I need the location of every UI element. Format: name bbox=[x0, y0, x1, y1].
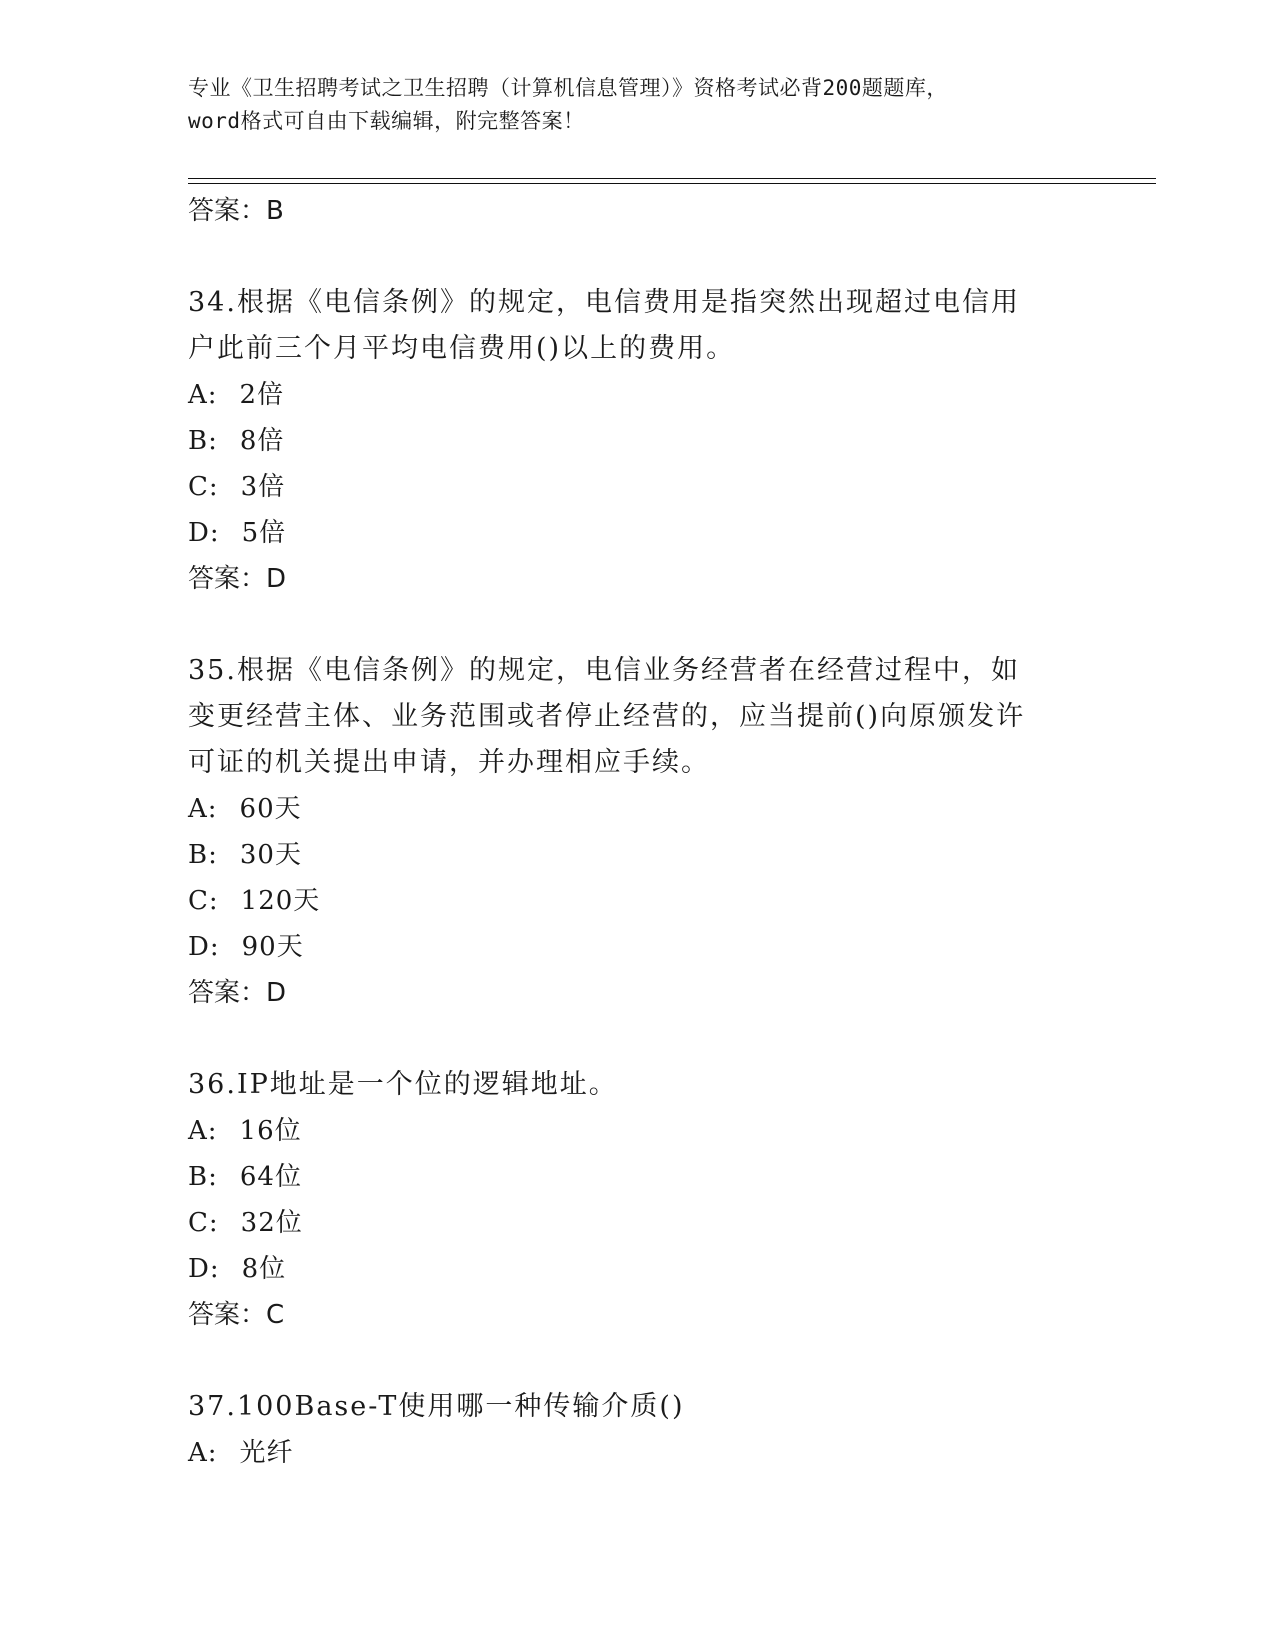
option-letter: C: bbox=[188, 886, 219, 916]
option-text: 60天 bbox=[239, 794, 302, 824]
question-text: 34.根据《电信条例》的规定，电信费用是指突然出现超过电信用户此前三个月平均电信费用()以上的费用。 bbox=[188, 287, 1020, 364]
option-a bbox=[188, 372, 1088, 418]
question-34 bbox=[188, 280, 1088, 602]
header-line-1: 专业《卫生招聘考试之卫生招聘（计算机信息管理）》资格考试必背200题题库， bbox=[188, 76, 948, 100]
option-a bbox=[188, 1108, 1088, 1154]
option-letter: A: bbox=[188, 794, 218, 824]
option-d bbox=[188, 510, 1088, 556]
option-c bbox=[188, 1200, 1088, 1246]
option-text: 8位 bbox=[241, 1254, 287, 1284]
option-b bbox=[188, 418, 1088, 464]
option-d bbox=[188, 924, 1088, 970]
option-text: 16位 bbox=[239, 1116, 302, 1146]
option-letter: D: bbox=[188, 1254, 220, 1284]
option-text: 2倍 bbox=[239, 380, 285, 410]
option-text: 3倍 bbox=[240, 472, 286, 502]
option-text: 5倍 bbox=[241, 518, 287, 548]
option-text: 30天 bbox=[239, 840, 302, 870]
header-divider-thin bbox=[188, 183, 1156, 184]
option-letter: B: bbox=[188, 426, 218, 456]
option-text: 光纤 bbox=[239, 1438, 294, 1468]
question-list bbox=[188, 188, 1088, 1476]
option-letter: A: bbox=[188, 1116, 218, 1146]
option-text: 64位 bbox=[239, 1162, 302, 1192]
option-letter: D: bbox=[188, 518, 220, 548]
document-header bbox=[188, 72, 1088, 138]
option-letter: C: bbox=[188, 472, 219, 502]
question-text: 37.100Base-T使用哪一种传输介质() bbox=[188, 1391, 685, 1422]
answer: 答案：D bbox=[188, 978, 287, 1008]
option-a bbox=[188, 1430, 1088, 1476]
header-divider-thick bbox=[188, 178, 1156, 179]
option-c bbox=[188, 878, 1088, 924]
option-c bbox=[188, 464, 1088, 510]
question-36 bbox=[188, 1062, 1088, 1338]
question-text: 36.IP地址是一个位的逻辑地址。 bbox=[188, 1069, 618, 1100]
option-d bbox=[188, 1246, 1088, 1292]
option-text: 90天 bbox=[241, 932, 304, 962]
option-b bbox=[188, 832, 1088, 878]
header-line-2: word格式可自由下载编辑，附完整答案！ bbox=[188, 109, 585, 133]
answer-previous: 答案：B bbox=[188, 196, 284, 226]
option-b bbox=[188, 1154, 1088, 1200]
answer: 答案：D bbox=[188, 564, 287, 594]
answer: 答案：C bbox=[188, 1300, 285, 1330]
option-text: 32位 bbox=[240, 1208, 303, 1238]
option-text: 8倍 bbox=[239, 426, 285, 456]
question-text: 35.根据《电信条例》的规定，电信业务经营者在经营过程中，如变更经营主体、业务范围或者停止经营的，应当提前()向原颁发许可证的机关提出申请，并办理相应手续。 bbox=[188, 655, 1026, 778]
option-letter: D: bbox=[188, 932, 220, 962]
option-text: 120天 bbox=[240, 886, 321, 916]
question-35 bbox=[188, 648, 1088, 1016]
option-letter: A: bbox=[188, 1438, 218, 1468]
option-letter: C: bbox=[188, 1208, 219, 1238]
option-letter: A: bbox=[188, 380, 218, 410]
option-letter: B: bbox=[188, 840, 218, 870]
question-37 bbox=[188, 1384, 1088, 1476]
option-letter: B: bbox=[188, 1162, 218, 1192]
option-a bbox=[188, 786, 1088, 832]
